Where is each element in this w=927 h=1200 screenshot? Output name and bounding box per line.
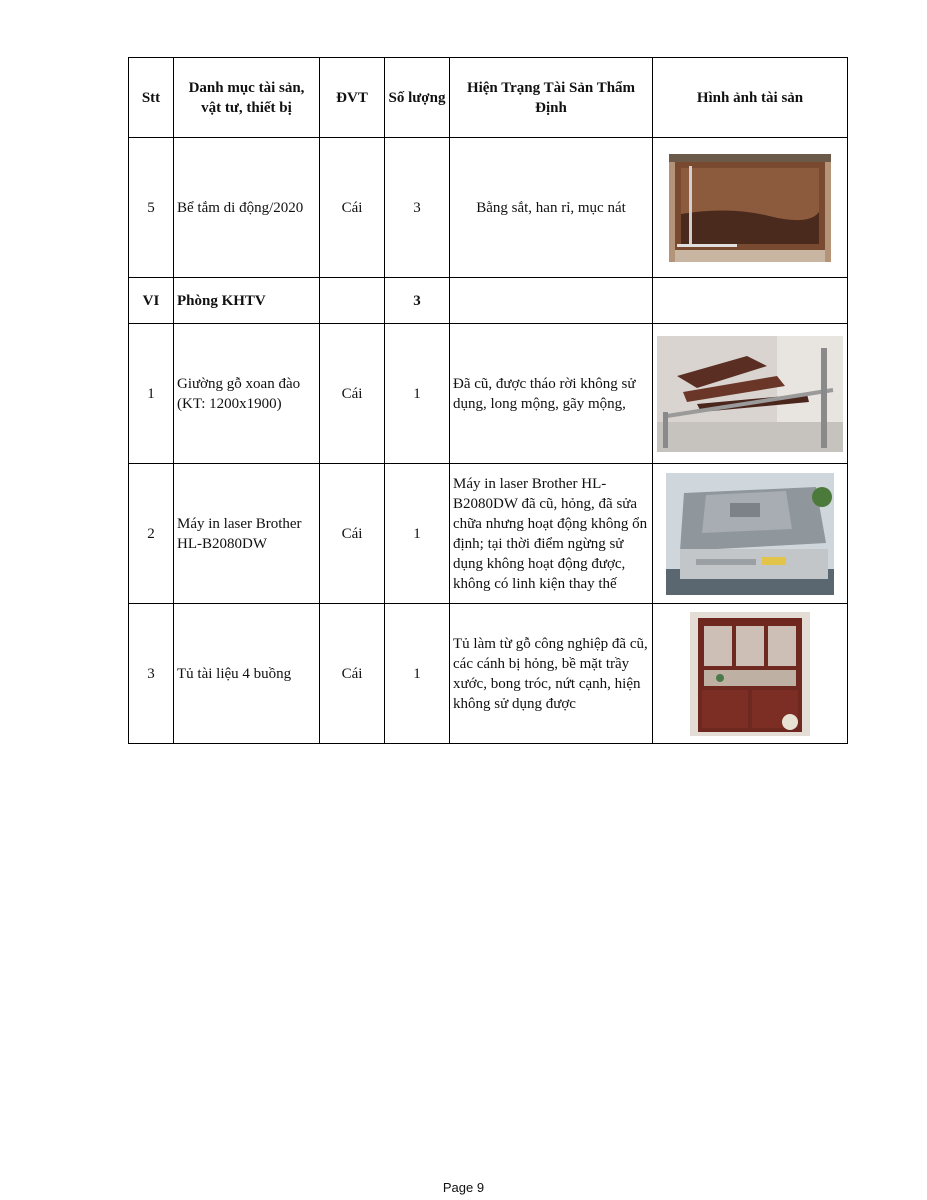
cell-name: Tủ tài liệu 4 buồng [174,604,320,744]
cell-image [653,604,848,744]
asset-table [128,57,848,744]
cell-qty: 1 [385,464,450,604]
cell-qty: 1 [385,604,450,744]
cell-image [653,324,848,464]
cell-status: Máy in laser Brother HL-B2080DW đã cũ, hỏng, đã sửa chữa nhưng hoạt động không ổn định; tại thời điểm ngừng sử dụng không hoạt động được, không có linh kiện thay thế [450,464,653,604]
rusty-tub-photo [669,154,831,262]
cell-status: Tủ làm từ gỗ công nghiệp đã cũ, các cánh bị hỏng, bề mặt trầy xước, bong tróc, nứt cạnh, hiện không sử dụng được [450,604,653,744]
cell-qty: 1 [385,324,450,464]
wooden-bed-photo [657,336,843,452]
header-name: Danh mục tài sản, vật tư, thiết bị [174,58,320,138]
cell-stt: 2 [129,464,174,604]
cell-status: Đã cũ, được tháo rời không sử dụng, long mộng, gãy mộng, [450,324,653,464]
cell-unit: Cái [320,604,385,744]
header-image: Hình ảnh tài sản [653,58,848,138]
header-status: Hiện Trạng Tài Sản Thẩm Định [450,58,653,138]
cell-stt: 1 [129,324,174,464]
cell-unit: Cái [320,464,385,604]
cabinet-photo [690,612,810,736]
cell-image [653,464,848,604]
cell-name: Phòng KHTV [174,278,320,324]
table-row [129,138,848,278]
page-number: Page 9 [442,1180,485,1195]
cell-name: Giường gỗ xoan đào (KT: 1200x1900) [174,324,320,464]
cell-unit [320,278,385,324]
table-row-section [129,278,848,324]
cell-qty: 3 [385,278,450,324]
header-qty: Số lượng [385,58,450,138]
cell-unit: Cái [320,138,385,278]
cell-name: Bể tắm di động/2020 [174,138,320,278]
table-row [129,324,848,464]
cell-image [653,138,848,278]
header-stt: Stt [129,58,174,138]
cell-name: Máy in laser Brother HL-B2080DW [174,464,320,604]
cell-stt: 3 [129,604,174,744]
cell-stt: 5 [129,138,174,278]
cell-stt: VI [129,278,174,324]
cell-status [450,278,653,324]
table-row [129,464,848,604]
header-unit: ĐVT [320,58,385,138]
table-row [129,604,848,744]
printer-photo [666,473,834,595]
cell-image [653,278,848,324]
cell-qty: 3 [385,138,450,278]
cell-status: Bằng sắt, han rỉ, mục nát [450,138,653,278]
table-header-row [129,58,848,138]
cell-unit: Cái [320,324,385,464]
